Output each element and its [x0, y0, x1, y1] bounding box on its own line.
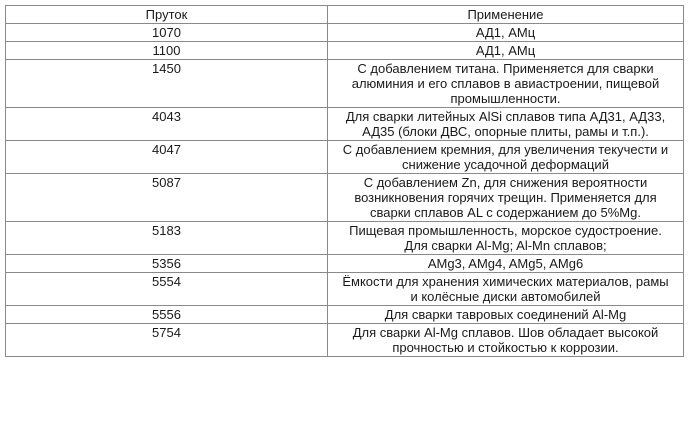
application-cell: Для сварки Al-Mg сплавов. Шов обладает высокой прочностью и стойкостью к коррозии.	[328, 324, 684, 357]
application-cell: Пищевая промышленность, морское судостроение. Для сварки Al-Mg; Al-Mn сплавов;	[328, 222, 684, 255]
rod-cell: 1450	[6, 60, 328, 108]
table-header	[6, 6, 684, 24]
header-row	[6, 6, 684, 24]
rods-application-table	[5, 5, 684, 357]
application-cell: АД1, АМц	[328, 24, 684, 42]
application-cell: Для сварки тавровых соединений Al-Mg	[328, 306, 684, 324]
table-row	[6, 273, 684, 306]
table-row	[6, 42, 684, 60]
table-row	[6, 222, 684, 255]
application-cell: Ёмкости для хранения химических материалов, рамы и колёсные диски автомобилей	[328, 273, 684, 306]
table-row	[6, 306, 684, 324]
rod-cell: 4043	[6, 108, 328, 141]
rod-cell: 5356	[6, 255, 328, 273]
application-cell: АД1, АМц	[328, 42, 684, 60]
application-cell: С добавлением Zn, для снижения вероятности возникновения горячих трещин. Применяется для сварки сплавов AL с содержанием до 5%Mg.	[328, 174, 684, 222]
header-rod: Пруток	[6, 6, 328, 24]
table-row	[6, 24, 684, 42]
application-cell: AMg3, AMg4, AMg5, AMg6	[328, 255, 684, 273]
rod-cell: 5754	[6, 324, 328, 357]
table-row	[6, 174, 684, 222]
application-cell: Для сварки литейных AlSi сплавов типа АД31, АД33, АД35 (блоки ДВС, опорные плиты, рамы и т.п.).	[328, 108, 684, 141]
application-cell: С добавлением кремния, для увеличения текучести и снижение усадочной деформаций	[328, 141, 684, 174]
table-row	[6, 60, 684, 108]
rod-cell: 5554	[6, 273, 328, 306]
table-body	[6, 24, 684, 357]
rod-cell: 1100	[6, 42, 328, 60]
rod-cell: 4047	[6, 141, 328, 174]
rod-cell: 5183	[6, 222, 328, 255]
rod-cell: 1070	[6, 24, 328, 42]
table-row	[6, 108, 684, 141]
table-row	[6, 141, 684, 174]
rod-cell: 5556	[6, 306, 328, 324]
rod-cell: 5087	[6, 174, 328, 222]
table-row	[6, 324, 684, 357]
table-row	[6, 255, 684, 273]
header-application: Применение	[328, 6, 684, 24]
application-cell: С добавлением титана. Применяется для сварки алюминия и его сплавов в авиастроении, пищевой промышленности.	[328, 60, 684, 108]
